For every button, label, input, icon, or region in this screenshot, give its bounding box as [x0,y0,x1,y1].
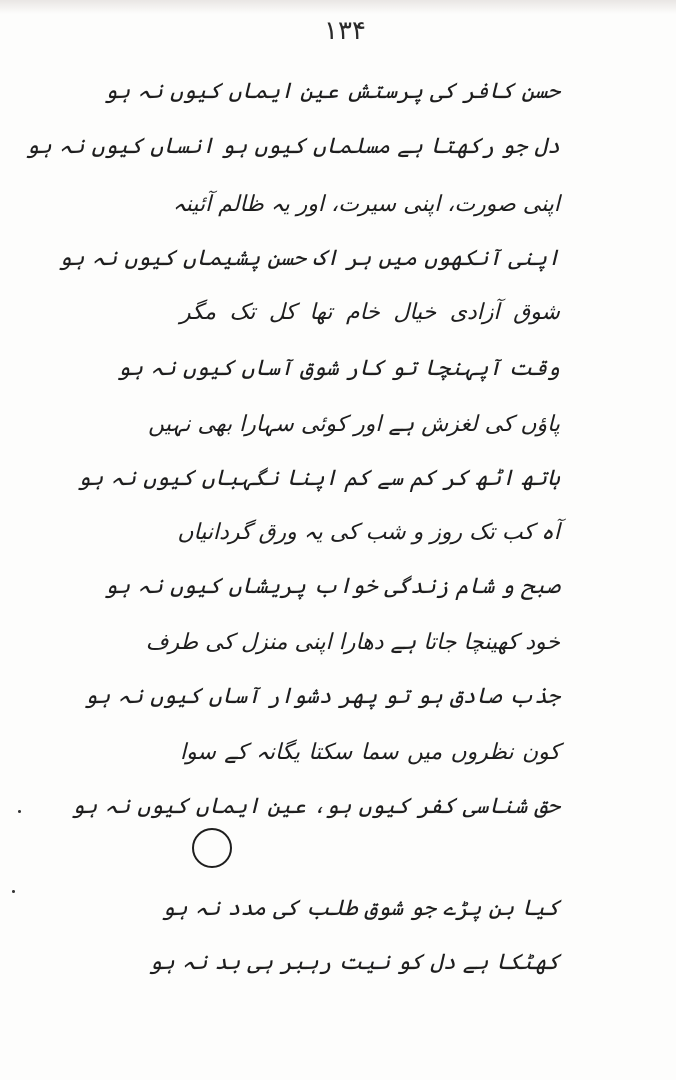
fragment-line: کیا بن پڑے جو شوق طلب کی مدد نہ ہو [161,896,560,921]
scan-speck [12,890,15,893]
ghazal-line: شوق آزادی خیال خام تھا کل تک مگر [180,300,560,325]
scan-speck [18,810,21,813]
ghazal-line: خود کھینچا جاتا ہے دھارا اپنی منزل کی طرف [145,630,560,655]
ghazal-line: دل جو رکھتا ہے مسلماں کیوں ہو انساں کیوں نہ ہو [26,134,560,159]
ghazal-line: کون نظروں میں سما سکتا یگانہ کے سوا [180,740,560,765]
ghazal-line: حسن کافر کی پرستش عین ایماں کیوں نہ ہو [104,79,560,104]
section-circle-mark [192,828,232,868]
page-number: ۱۳۴ [324,16,366,46]
ghazal-line: پاؤں کی لغزش ہے اور کوئی سہارا بھی نہیں [148,412,560,437]
fragment-line: کھٹکا ہے دل کو نیت رہبر ہی بد نہ ہو [149,950,560,975]
ghazal-line: آہ کب تک روز و شب کی یہ ورق گردانیاں [177,520,560,545]
ghazal-line: صبح و شام زندگی خواب پریشاں کیوں نہ ہو [104,574,560,599]
scan-edge-smudge [0,0,676,14]
ghazal-line: جذب صادق ہو تو پھر دشوار آساں کیوں نہ ہو [84,684,560,709]
ghazal-line: حق شناسی کفر کیوں ہو، عین ایماں کیوں نہ ہو [71,794,560,819]
ghazal-line: وقت آپہنچا تو کار شوق آساں کیوں نہ ہو [117,356,560,381]
ghazal-line: اپنی آنکھوں میں ہر اک حسن پشیماں کیوں نہ ہو [58,246,560,271]
ghazal-line: اپنی صورت، اپنی سیرت، اور یہ ظالم آئینہ [172,192,560,217]
ghazal-line: ہاتھ اٹھ کر کم سے کم اپنا نگہباں کیوں نہ ہو [77,466,560,491]
